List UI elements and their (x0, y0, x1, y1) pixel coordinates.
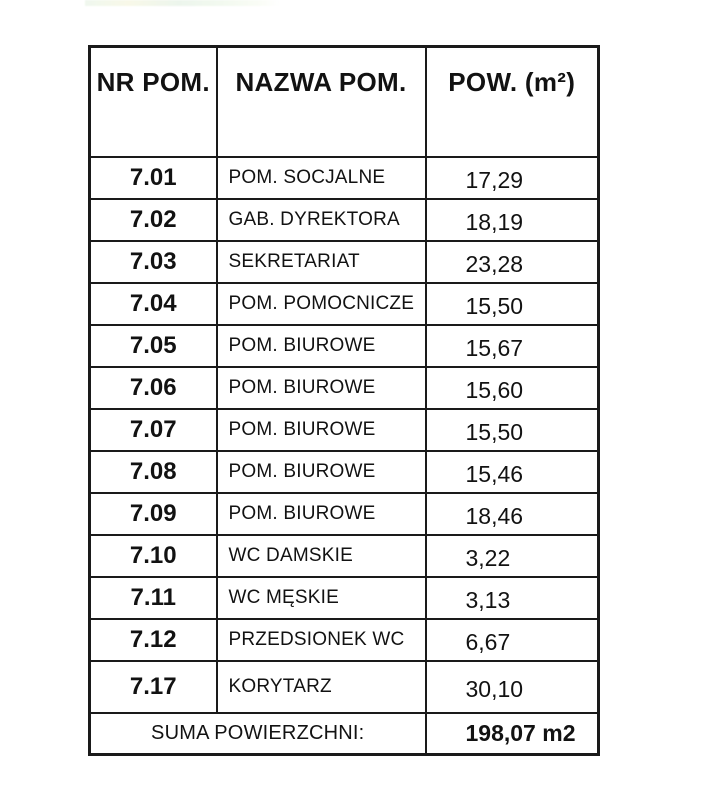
table-row (90, 367, 599, 409)
cell-pow-text: 18,19 (465, 209, 524, 235)
cell-nr (90, 409, 217, 451)
cell-nr (90, 367, 217, 409)
cell-nr (90, 451, 217, 493)
cell-nazwa-text: WC DAMSKIE (228, 544, 353, 566)
cell-nr-text: 7.11 (130, 583, 176, 611)
cell-nr (90, 241, 217, 283)
cell-nazwa-text: SEKRETARIAT (228, 250, 360, 272)
cell-pow-text: 3,22 (465, 545, 511, 571)
cell-nazwa (217, 325, 426, 367)
cell-nazwa (217, 157, 426, 199)
cell-pow (426, 367, 599, 409)
summary-value: 198,07 m2 (426, 713, 599, 755)
cell-pow (426, 241, 599, 283)
cell-nr (90, 325, 217, 367)
cell-pow (426, 409, 599, 451)
scan-artifact (85, 0, 280, 6)
cell-pow (426, 325, 599, 367)
cell-nazwa (217, 535, 426, 577)
cell-nazwa-text: PRZEDSIONEK WC (228, 628, 405, 650)
cell-nazwa (217, 661, 426, 713)
cell-nr-text: 7.06 (129, 373, 177, 401)
table-row (90, 535, 599, 577)
cell-nr-text: 7.09 (129, 499, 177, 527)
cell-pow-text: 3,13 (465, 587, 511, 613)
cell-nazwa-text: POM. POMOCNICZE (228, 292, 415, 314)
cell-pow (426, 451, 599, 493)
cell-pow (426, 157, 599, 199)
table-row (90, 241, 599, 283)
cell-nazwa (217, 199, 426, 241)
table-row (90, 283, 599, 325)
cell-pow-text: 30,10 (465, 676, 524, 702)
cell-nr (90, 535, 217, 577)
cell-nr-text: 7.05 (129, 331, 177, 359)
cell-pow-text: 15,67 (465, 335, 524, 361)
cell-nr (90, 493, 217, 535)
col-header-nazwa: NAZWA POM. (217, 47, 426, 157)
cell-nazwa (217, 451, 426, 493)
cell-nr-text: 7.07 (129, 415, 177, 443)
cell-nr (90, 619, 217, 661)
cell-nazwa (217, 241, 426, 283)
cell-pow (426, 283, 599, 325)
cell-pow-text: 6,67 (465, 629, 511, 655)
col-header-pow: POW. (m²) (426, 47, 599, 157)
cell-nazwa-text: KORYTARZ (228, 675, 332, 697)
cell-pow-text: 18,46 (465, 503, 524, 529)
cell-nr-text: 7.01 (129, 163, 177, 191)
cell-nazwa (217, 367, 426, 409)
table-row (90, 199, 599, 241)
table-row (90, 493, 599, 535)
cell-nazwa-text: POM. BIUROWE (228, 502, 376, 524)
cell-pow (426, 493, 599, 535)
cell-nr-text: 7.03 (129, 247, 177, 275)
cell-nazwa (217, 577, 426, 619)
cell-nr-text: 7.02 (129, 205, 177, 233)
header-row (90, 47, 599, 157)
cell-nr (90, 283, 217, 325)
summary-label: SUMA POWIERZCHNI: (90, 713, 426, 755)
cell-pow-text: 15,46 (465, 461, 524, 487)
cell-pow-text: 15,50 (465, 419, 524, 445)
table-row (90, 451, 599, 493)
table-row (90, 157, 599, 199)
table-row (90, 409, 599, 451)
cell-pow (426, 577, 599, 619)
cell-pow (426, 619, 599, 661)
table-row (90, 577, 599, 619)
summary-row (90, 713, 599, 755)
cell-pow-text: 15,60 (465, 377, 524, 403)
cell-nazwa (217, 619, 426, 661)
table-row (90, 661, 599, 713)
cell-nr (90, 199, 217, 241)
cell-pow (426, 661, 599, 713)
cell-nazwa-text: POM. BIUROWE (228, 418, 376, 440)
cell-pow (426, 199, 599, 241)
cell-nazwa-text: POM. BIUROWE (228, 460, 376, 482)
cell-nr-text: 7.17 (129, 672, 177, 700)
cell-nr-text: 7.12 (129, 625, 177, 653)
cell-pow-text: 15,50 (465, 293, 524, 319)
cell-nazwa (217, 493, 426, 535)
table-row (90, 325, 599, 367)
cell-pow-text: 23,28 (465, 251, 524, 277)
cell-nazwa (217, 409, 426, 451)
cell-nazwa (217, 283, 426, 325)
cell-nr-text: 7.04 (129, 289, 177, 317)
cell-nazwa-text: POM. SOCJALNE (228, 166, 386, 188)
cell-pow (426, 535, 599, 577)
cell-pow-text: 17,29 (465, 167, 524, 193)
cell-nazwa-text: GAB. DYREKTORA (228, 208, 400, 230)
cell-nr (90, 577, 217, 619)
cell-nazwa-text: POM. BIUROWE (228, 334, 376, 356)
room-area-table (88, 45, 600, 756)
cell-nr (90, 661, 217, 713)
table-row (90, 619, 599, 661)
col-header-nr: NR POM. (90, 47, 217, 157)
cell-nazwa-text: WC MĘSKIE (228, 586, 340, 608)
cell-nr-text: 7.08 (129, 457, 177, 485)
cell-nr (90, 157, 217, 199)
cell-nr-text: 7.10 (129, 541, 177, 569)
cell-nazwa-text: POM. BIUROWE (228, 376, 376, 398)
